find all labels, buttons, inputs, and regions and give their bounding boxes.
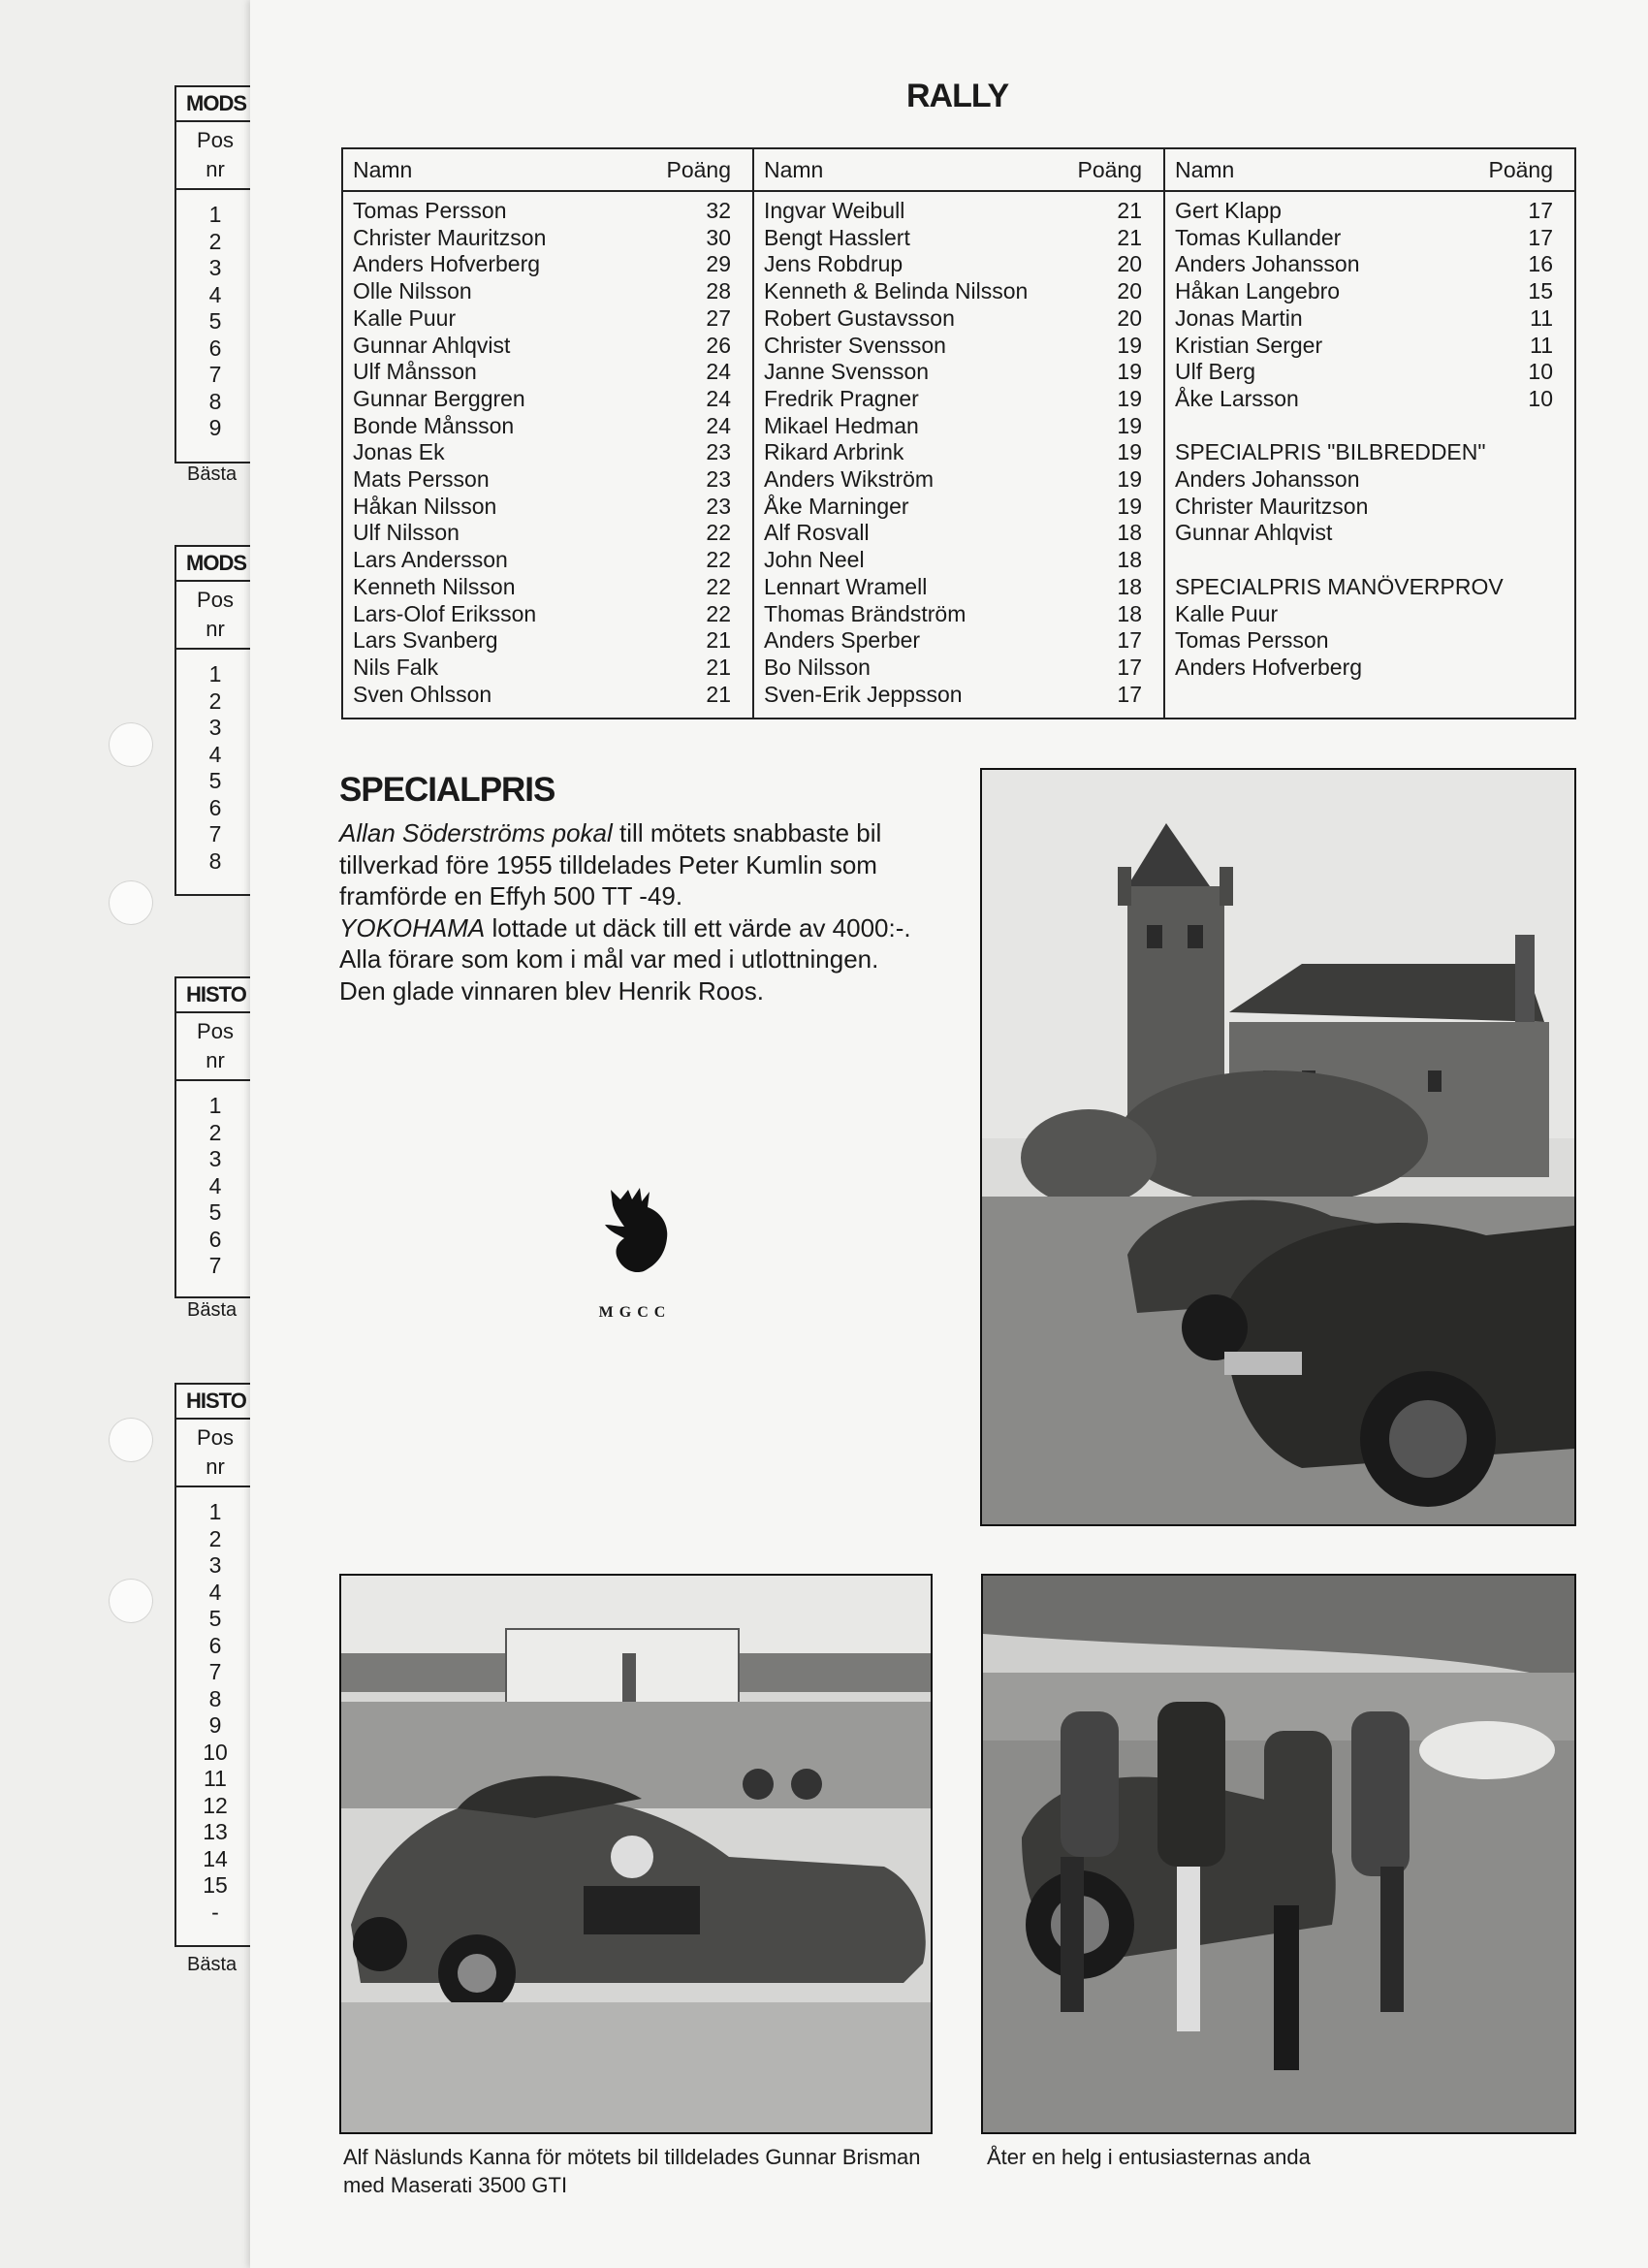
pos-number: 3: [208, 1552, 222, 1578]
pos-number: 9: [208, 1712, 222, 1738]
table-row: [1175, 466, 1553, 494]
competitor-name: Robert Gustavsson: [764, 304, 955, 331]
competitor-name: Nils Falk: [353, 654, 439, 680]
competitor-name: Olle Nilsson: [353, 278, 472, 304]
competitor-name: Håkan Nilsson: [353, 493, 497, 519]
points-header: Poäng: [1488, 156, 1553, 182]
name-header: Namn: [764, 156, 824, 182]
side-basta-label: Bästa: [187, 1299, 238, 1321]
punch-hole: [109, 722, 153, 767]
competitor-name: Janne Svensson: [764, 359, 930, 385]
table-row: [764, 520, 1142, 547]
spacer: [1175, 547, 1553, 574]
side-table-header: [176, 122, 254, 190]
table-row: [353, 466, 731, 494]
pos-number: 6: [208, 1226, 222, 1252]
points-header: Poäng: [666, 156, 731, 182]
points-value: 18: [1117, 600, 1142, 626]
competitor-name: Lars-Olof Eriksson: [353, 600, 537, 626]
paragraph-text: till mötets snabbaste bil tillverkad före 1955 tilldelades Peter Kumlin som framförde en Effyh 500 TT -49.: [339, 818, 882, 910]
competitor-name: Kristian Serger: [1175, 332, 1323, 358]
competitor-name: Gunnar Ahlqvist: [353, 332, 511, 358]
points-value: 24: [706, 359, 731, 385]
side-results-table: [174, 1383, 254, 1947]
points-value: 19: [1117, 439, 1142, 465]
table-row: [764, 601, 1142, 628]
competitor-name: Ulf Berg: [1175, 359, 1256, 385]
points-value: 29: [706, 251, 731, 277]
points-value: 18: [1117, 547, 1142, 573]
competitor-name: Jonas Martin: [1175, 304, 1303, 331]
competitor-name: SPECIALPRIS "BILBREDDEN": [1175, 439, 1486, 465]
pos-label: Pos: [197, 128, 234, 152]
competitor-name: Mikael Hedman: [764, 412, 919, 438]
competitor-name: Bengt Hasslert: [764, 224, 910, 250]
pos-number: 7: [208, 821, 222, 847]
pos-number: 4: [208, 281, 222, 307]
pos-number: 13: [203, 1819, 228, 1844]
table-row: [1175, 627, 1553, 655]
points-value: 23: [706, 439, 731, 465]
points-value: 20: [1117, 304, 1142, 331]
table-row: [764, 439, 1142, 466]
competitor-name: Åke Marninger: [764, 493, 909, 519]
pos-number: 5: [208, 1199, 222, 1225]
competitor-name: Anders Sperber: [764, 627, 921, 654]
table-row: [1175, 494, 1553, 521]
results-rows: [754, 192, 1163, 708]
points-value: 17: [1117, 681, 1142, 707]
side-table-header: [176, 1013, 254, 1081]
competitor-name: Tomas Kullander: [1175, 224, 1342, 250]
table-row: [353, 627, 731, 655]
table-row: [353, 359, 731, 386]
pos-number: 15: [203, 1872, 228, 1898]
castle-cars-image: [982, 770, 1574, 1524]
side-table-title: MODS: [176, 87, 254, 122]
points-value: 23: [706, 466, 731, 493]
table-row: [764, 386, 1142, 413]
pos-number: 2: [208, 687, 222, 714]
name-header: Namn: [1175, 156, 1235, 182]
specialpris-heading: SPECIALPRIS: [339, 771, 555, 809]
table-row: [1175, 305, 1553, 333]
pos-number: 1: [208, 661, 222, 687]
points-value: 19: [1117, 359, 1142, 385]
punch-hole: [109, 880, 153, 925]
table-row: [1175, 601, 1553, 628]
competitor-name: Anders Wikström: [764, 466, 935, 493]
points-value: 18: [1117, 573, 1142, 599]
specialpris-text: [339, 817, 931, 1006]
punch-hole: [109, 1579, 153, 1623]
name-header: Namn: [353, 156, 413, 182]
pos-label: Pos: [197, 588, 234, 612]
table-row: [1175, 655, 1553, 682]
table-row: [353, 520, 731, 547]
competitor-name: Christer Mauritzson: [1175, 493, 1369, 519]
table-row: [764, 574, 1142, 601]
side-results-table: [174, 545, 254, 896]
pos-number: 9: [208, 415, 222, 440]
pos-number: 8: [208, 847, 222, 874]
side-table-header: [176, 582, 254, 650]
side-table-header: [176, 1420, 254, 1487]
competitor-name: John Neel: [764, 547, 865, 573]
table-row: [353, 655, 731, 682]
competitor-name: Gunnar Berggren: [353, 385, 525, 411]
competitor-name: Alf Rosvall: [764, 520, 870, 546]
column-header: [754, 149, 1163, 192]
table-row: [764, 655, 1142, 682]
points-value: 11: [1530, 304, 1553, 331]
table-row: [353, 547, 731, 574]
side-table-title: MODS: [176, 547, 254, 582]
competitor-name: Bonde Månsson: [353, 412, 515, 438]
table-row: [764, 333, 1142, 360]
table-row: [353, 413, 731, 440]
column-header: [1165, 149, 1574, 192]
points-value: 22: [706, 520, 731, 546]
maserati-image: [341, 1576, 931, 2132]
competitor-name: Anders Hofverberg: [1175, 654, 1363, 680]
table-row: [764, 251, 1142, 278]
pos-number: 1: [208, 202, 222, 227]
table-row: [764, 413, 1142, 440]
results-rows: [1165, 192, 1574, 682]
competitor-name: Tomas Persson: [1175, 627, 1329, 654]
points-value: 26: [706, 332, 731, 358]
competitor-name: Sven-Erik Jeppsson: [764, 681, 963, 707]
points-value: 19: [1117, 466, 1142, 493]
points-value: 21: [706, 681, 731, 707]
pos-number: 5: [208, 768, 222, 793]
column-header: [343, 149, 752, 192]
table-row: [353, 682, 731, 709]
table-row: [1175, 333, 1553, 360]
competitor-name: Sven Ohlsson: [353, 681, 492, 707]
table-row: [764, 359, 1142, 386]
nr-label: nr: [206, 157, 225, 181]
competitor-name: Anders Johansson: [1175, 466, 1360, 493]
pos-number: 8: [208, 1685, 222, 1711]
side-basta-label: Bästa: [187, 1954, 238, 1975]
photo-caption: Alf Näslunds Kanna för mötets bil tilldelades Gunnar Brisman med Maserati 3500 GTI: [343, 2145, 921, 2197]
competitor-name: Lars Andersson: [353, 547, 508, 573]
competitor-name: Bo Nilsson: [764, 654, 871, 680]
competitor-name: Rikard Arbrink: [764, 439, 904, 465]
sponsor-name: YOKOHAMA: [339, 912, 486, 942]
points-value: 16: [1528, 251, 1553, 277]
points-value: 22: [706, 573, 731, 599]
pos-number: 4: [208, 1579, 222, 1605]
competitor-name: Christer Svensson: [764, 332, 946, 358]
punch-hole: [109, 1418, 153, 1462]
table-row: [353, 198, 731, 225]
pos-label: Pos: [197, 1019, 234, 1043]
competitor-name: Ulf Nilsson: [353, 520, 460, 546]
paragraph-text: lottade ut däck till ett värde av 4000:-. Alla förare som kom i mål var med i utlottningen. Den glade vinnaren blev Henrik Roos.: [339, 912, 911, 1006]
table-row: [764, 278, 1142, 305]
nr-label: nr: [206, 1048, 225, 1072]
competitor-name: Kalle Puur: [353, 304, 457, 331]
competitor-name: Tomas Persson: [353, 198, 507, 223]
table-row: [764, 198, 1142, 225]
points-value: 17: [1117, 627, 1142, 654]
competitor-name: Ingvar Weibull: [764, 198, 905, 223]
table-row: [353, 305, 731, 333]
side-table-numbers: [176, 650, 254, 880]
table-row: [1175, 574, 1553, 601]
competitor-name: Jonas Ek: [353, 439, 445, 465]
table-row: [353, 225, 731, 252]
points-value: 19: [1117, 493, 1142, 519]
points-value: 10: [1528, 385, 1553, 411]
points-header: Poäng: [1077, 156, 1142, 182]
points-value: 19: [1117, 412, 1142, 438]
table-row: [1175, 520, 1553, 547]
table-row: [1175, 278, 1553, 305]
table-row: [353, 386, 731, 413]
pos-number: 6: [208, 335, 222, 361]
points-value: 19: [1117, 385, 1142, 411]
table-row: [764, 466, 1142, 494]
competitor-name: Håkan Langebro: [1175, 278, 1341, 304]
pos-label: Pos: [197, 1425, 234, 1450]
table-row: [353, 278, 731, 305]
pushing-car-image: [983, 1576, 1574, 2132]
competitor-name: Mats Persson: [353, 466, 490, 493]
trophy-name: Allan Söderströms pokal: [339, 818, 613, 847]
pos-number: 3: [208, 1146, 222, 1171]
pos-number: 4: [208, 741, 222, 767]
table-row: [1175, 251, 1553, 278]
competitor-name: Kenneth Nilsson: [353, 573, 516, 599]
side-basta-label: Bästa: [187, 463, 238, 485]
points-value: 30: [706, 224, 731, 250]
side-results-table: [174, 85, 254, 463]
page-title: RALLY: [906, 78, 1009, 114]
moose-head-icon: [605, 1188, 667, 1272]
results-column: [1165, 149, 1574, 718]
side-results-table: [174, 976, 254, 1298]
points-value: 18: [1117, 520, 1142, 546]
competitor-name: Kenneth & Belinda Nilsson: [764, 278, 1029, 304]
side-table-numbers: [176, 190, 254, 448]
competitor-name: Christer Mauritzson: [353, 224, 547, 250]
pos-number: 2: [208, 1119, 222, 1145]
table-row: [1175, 359, 1553, 386]
pos-number: 3: [208, 255, 222, 280]
side-table-numbers: [176, 1081, 254, 1286]
pos-number: 2: [208, 228, 222, 254]
results-column: [754, 149, 1165, 718]
logo-text: MGCC: [598, 1304, 672, 1321]
table-row: [353, 439, 731, 466]
points-value: 24: [706, 412, 731, 438]
pos-number: 7: [208, 1659, 222, 1684]
pos-number: 5: [208, 1606, 222, 1631]
points-value: 32: [706, 198, 731, 223]
points-value: 17: [1528, 224, 1553, 250]
points-value: 20: [1117, 251, 1142, 277]
table-row: [764, 305, 1142, 333]
pos-number: 11: [204, 1766, 227, 1791]
points-value: 22: [706, 547, 731, 573]
competitor-name: Thomas Brändström: [764, 600, 967, 626]
table-row: [353, 494, 731, 521]
table-row: [1175, 225, 1553, 252]
pos-number: 4: [208, 1172, 222, 1198]
pos-number: 10: [203, 1739, 228, 1765]
pushing-car-photo: [981, 1574, 1576, 2134]
competitor-name: Gunnar Ahlqvist: [1175, 520, 1333, 546]
table-row: [1175, 198, 1553, 225]
points-value: 17: [1528, 198, 1553, 223]
pos-number: 6: [208, 1632, 222, 1658]
table-row: [353, 601, 731, 628]
table-row: [764, 627, 1142, 655]
competitor-name: Lennart Wramell: [764, 573, 928, 599]
points-value: 24: [706, 385, 731, 411]
pos-number: 8: [208, 388, 222, 414]
results-rows: [343, 192, 752, 708]
underlying-page: [0, 0, 252, 2268]
spacer: [1175, 413, 1553, 440]
pos-number: 14: [203, 1845, 228, 1871]
table-row: [353, 251, 731, 278]
points-value: 10: [1528, 359, 1553, 385]
competitor-name: Gert Klapp: [1175, 198, 1282, 223]
competitor-name: Ulf Månsson: [353, 359, 477, 385]
points-value: 28: [706, 278, 731, 304]
castle-photo: [980, 768, 1576, 1526]
competitor-name: SPECIALPRIS MANÖVERPROV: [1175, 573, 1504, 599]
points-value: 19: [1117, 332, 1142, 358]
points-value: 22: [706, 600, 731, 626]
points-value: 21: [1117, 224, 1142, 250]
results-column: [343, 149, 754, 718]
side-table-title: HISTO: [176, 1385, 254, 1420]
points-value: 15: [1528, 278, 1553, 304]
pos-number: 2: [208, 1525, 222, 1551]
pos-number: 1: [208, 1093, 222, 1118]
points-value: 21: [706, 627, 731, 654]
pos-number: 7: [208, 1253, 222, 1278]
table-row: [353, 333, 731, 360]
competitor-name: Jens Robdrup: [764, 251, 903, 277]
points-value: 11: [1530, 332, 1553, 358]
competitor-name: Åke Larsson: [1175, 385, 1299, 411]
maserati-photo: [339, 1574, 933, 2134]
table-row: [764, 225, 1142, 252]
table-row: [764, 682, 1142, 709]
points-value: 27: [706, 304, 731, 331]
points-value: 20: [1117, 278, 1142, 304]
pos-number: -: [211, 1899, 219, 1925]
side-table-numbers: [176, 1487, 254, 1932]
competitor-name: Lars Svanberg: [353, 627, 498, 654]
table-row: [1175, 439, 1553, 466]
points-value: 17: [1117, 654, 1142, 680]
rally-results-table: [341, 147, 1576, 719]
photo-caption: Åter en helg i entusiasternas anda: [987, 2145, 1311, 2169]
table-row: [764, 547, 1142, 574]
pos-number: 6: [208, 794, 222, 820]
competitor-name: Anders Hofverberg: [353, 251, 541, 277]
table-row: [764, 494, 1142, 521]
side-table-title: HISTO: [176, 978, 254, 1013]
points-value: 23: [706, 493, 731, 519]
pos-number: 12: [203, 1792, 228, 1818]
competitor-name: Fredrik Pragner: [764, 385, 919, 411]
table-row: [353, 574, 731, 601]
competitor-name: Kalle Puur: [1175, 600, 1279, 626]
nr-label: nr: [206, 1454, 225, 1479]
points-value: 21: [706, 654, 731, 680]
pos-number: 1: [208, 1499, 222, 1524]
points-value: 21: [1117, 198, 1142, 223]
nr-label: nr: [206, 617, 225, 641]
pos-number: 7: [208, 362, 222, 387]
table-row: [1175, 386, 1553, 413]
pos-number: 3: [208, 715, 222, 740]
pos-number: 5: [208, 308, 222, 334]
competitor-name: Anders Johansson: [1175, 251, 1360, 277]
